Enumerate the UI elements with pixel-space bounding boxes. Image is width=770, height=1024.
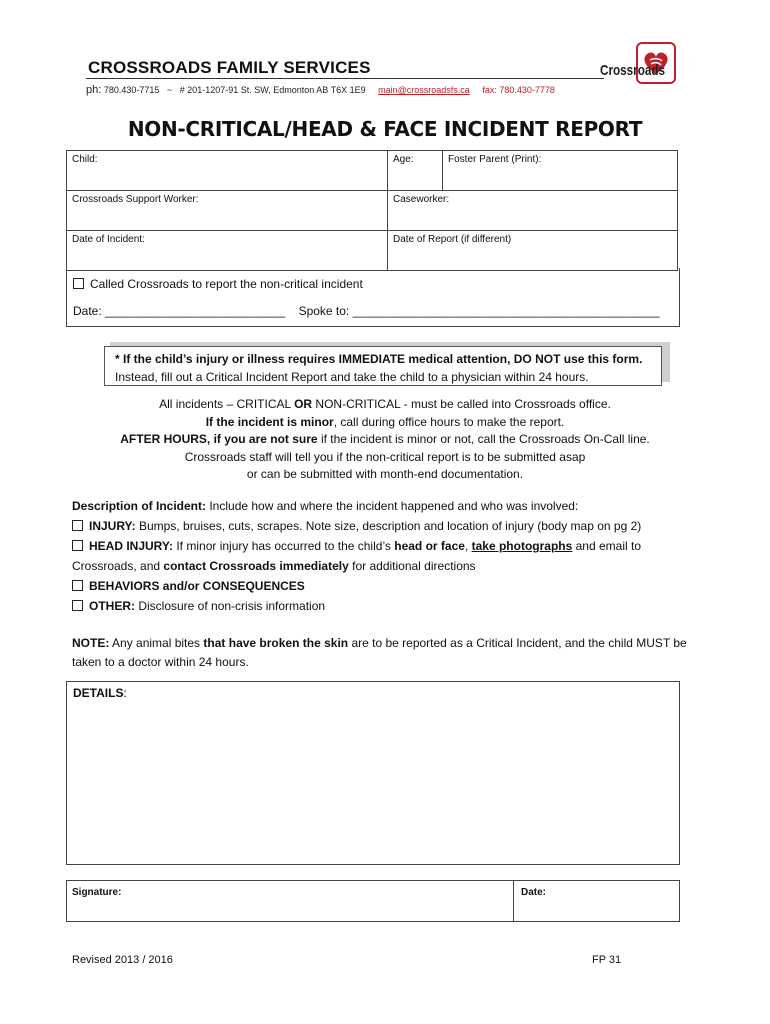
called-date-field[interactable]: Date: ___________________________: [73, 304, 286, 318]
foster-parent-field[interactable]: Foster Parent (Print):: [443, 151, 678, 191]
behaviors-label: BEHAVIORS and/or CONSEQUENCES: [89, 579, 305, 593]
behaviors-option: [72, 576, 702, 596]
description-section: [72, 496, 702, 616]
header-rule: [86, 78, 604, 79]
logo-wordmark: Crossroads: [600, 62, 666, 79]
child-field[interactable]: Child:: [67, 151, 388, 191]
head-injury-text-2: and email to: [572, 539, 642, 553]
phone-label: ph:: [86, 84, 102, 96]
revision-info: Revised 2013 / 2016: [72, 954, 173, 966]
instruction-line-5: or can be submitted with month-end documentation.: [246, 467, 524, 481]
details-label: [73, 686, 127, 700]
injury-label: INJURY:: [89, 519, 136, 533]
note-text: Any animal bites: [109, 636, 204, 650]
head-injury-option: [72, 536, 702, 556]
called-crossroads-box: [66, 268, 680, 327]
signature-box: [66, 880, 680, 922]
desc-heading-bold: Description of Incident:: [72, 499, 207, 513]
take-photographs-text: take photographs: [471, 539, 573, 553]
other-text: Disclosure of non-crisis information: [135, 599, 326, 613]
injury-text: Bumps, bruises, cuts, scrapes. Note size, description and location of injury (body map on pg 2): [135, 519, 642, 533]
age-field[interactable]: Age:: [388, 151, 443, 191]
instr-bold: AFTER HOURS, if you are not sure: [120, 432, 318, 446]
form-number: FP 31: [592, 954, 622, 966]
signature-field[interactable]: Signature:: [72, 887, 122, 898]
head-injury-bold: head or face: [394, 539, 465, 553]
head-injury-line2-bold: contact Crossroads immediately: [163, 559, 349, 573]
support-worker-field[interactable]: Crossroads Support Worker:: [67, 191, 388, 231]
checkbox-icon[interactable]: [73, 278, 84, 289]
spoke-to-field[interactable]: Spoke to: ______________________________________________: [298, 304, 660, 318]
notice-line-2: Instead, fill out a Critical Incident Report and take the child to a physician within 24 hours.: [115, 370, 589, 384]
called-crossroads-row: [73, 277, 363, 291]
instruction-line-2: [0, 414, 770, 432]
checkbox-icon[interactable]: [72, 540, 83, 551]
head-injury-line2-end: for additional directions: [348, 559, 476, 573]
instruction-line-3: [0, 431, 770, 449]
note-bold: that have broken the skin: [203, 636, 349, 650]
notice-line-1: * If the child’s injury or illness requires IMMEDIATE medical attention, DO NOT use this form.: [115, 352, 643, 366]
org-name: CROSSROADS FAMILY SERVICES: [88, 58, 371, 77]
instruction-line-1: [0, 396, 770, 414]
details-colon: :: [123, 686, 127, 700]
date-of-incident-field[interactable]: Date of Incident:: [67, 231, 388, 271]
animal-bite-note: [72, 634, 702, 672]
details-box[interactable]: [66, 681, 680, 865]
head-injury-text: If minor injury has occurred to the child’s: [173, 539, 395, 553]
checkbox-icon[interactable]: [72, 600, 83, 611]
head-injury-continued: [72, 556, 702, 576]
checkbox-icon[interactable]: [72, 580, 83, 591]
head-injury-label: HEAD INJURY:: [89, 539, 174, 553]
instr-text: All incidents – CRITICAL: [159, 397, 295, 411]
called-label: Called Crossroads to report the non-critical incident: [90, 277, 363, 291]
fax-number: fax: 780.430-7778: [482, 85, 555, 95]
separator: ~: [166, 85, 173, 95]
instruction-line-4: Crossroads staff will tell you if the non-critical report is to be submitted asap: [184, 449, 586, 464]
instr-text: , call during office hours to make the report.: [333, 414, 565, 429]
email-link[interactable]: main@crossroadsfs.ca: [378, 85, 470, 95]
other-option: [72, 596, 702, 616]
phone-number: 780.430-7715: [103, 85, 160, 95]
incident-info-table: [66, 150, 678, 271]
note-text-end: are to be reported as a Critical Incident, and the child MUST be taken to a doctor within 24 hours.: [72, 636, 687, 669]
injury-option: [72, 516, 702, 536]
signature-date-field[interactable]: Date:: [521, 887, 547, 898]
head-injury-comma: ,: [464, 539, 472, 553]
caseworker-field[interactable]: Caseworker:: [388, 191, 678, 231]
address: # 201-1207-91 St. SW, Edmonton AB T6X 1E9: [179, 85, 366, 95]
instr-bold: If the incident is minor: [205, 414, 334, 429]
desc-heading-text: Include how and where the incident happened and who was involved:: [206, 499, 579, 513]
contact-line: [86, 84, 555, 96]
head-injury-line2: Crossroads, and: [72, 559, 164, 573]
reporting-instructions: [0, 396, 770, 484]
called-details-row: [73, 304, 660, 318]
other-label: OTHER:: [89, 599, 135, 613]
date-of-report-field[interactable]: Date of Report (if different): [388, 231, 678, 271]
page-title: NON-CRITICAL/HEAD & FACE INCIDENT REPORT: [127, 117, 643, 141]
note-label: NOTE:: [72, 636, 110, 650]
details-label-text: DETAILS: [73, 686, 124, 700]
instr-text: if the incident is minor or not, call the Crossroads On-Call line.: [317, 432, 650, 446]
instr-bold: OR: [294, 397, 313, 411]
signature-divider: [513, 881, 514, 921]
instr-text: NON-CRITICAL - must be called into Crossroads office.: [312, 397, 611, 411]
description-heading: [72, 496, 702, 516]
immediate-attention-notice: [104, 346, 662, 386]
checkbox-icon[interactable]: [72, 520, 83, 531]
